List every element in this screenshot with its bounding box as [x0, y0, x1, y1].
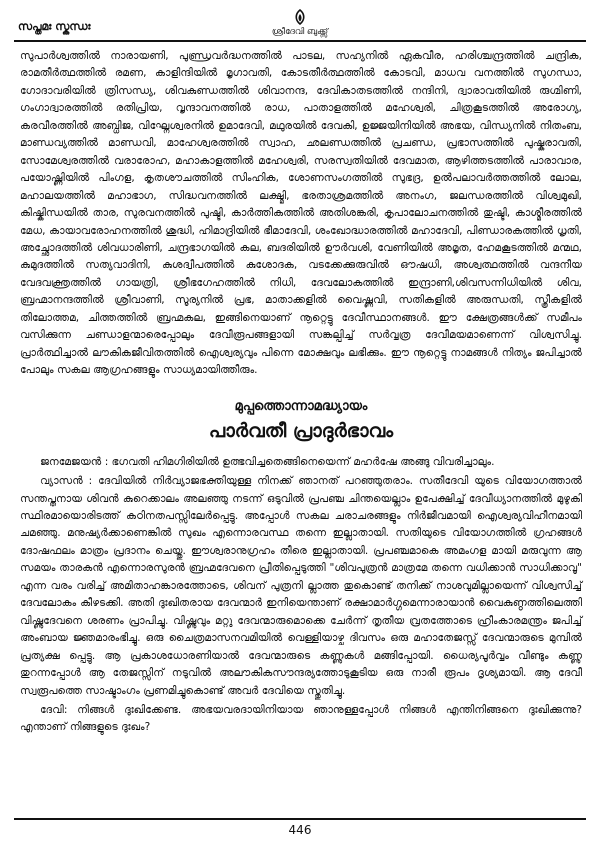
chapter-subtitle: മുപ്പത്തൊന്നാമദ്ധ്യായം — [234, 398, 368, 414]
chapter-title: പാർവതീ പ്രാദുർഭാവം — [208, 419, 394, 442]
dialogue-paragraph-vyasan: വ്യാസൻ : ദേവിയിൽ നിർവ്യാജഭക്തിയുള്ള നിനക്ക് ഞാനത് പറഞ്ഞുതരാം. സതീദേവി യുടെ വിയോഗത്താൽ സന്തപ്തനായ ശിവൻ കുറെക്കാലം അലഞ്ഞു നടന്ന് ഒടുവിൽ പ്രപഞ്ച ചിന്തയെല്ലാം ഉപേക്ഷിച്ച് ദേവീധ്യാനത്തിൽ മുഴുകി സ്ഥിരമായൊരിടത്ത് കഠിനതപസ്സിലേർപ്പെട്ടു. അപ്പോൾ സകല ചരാചരങ്ങളും നിർജീവമായി ഐശ്വര്യവിഹീനമായി ചമഞ്ഞു. മനുഷ്യർക്കാണെങ്കിൽ സുഖം എന്നൊരവസ്ഥ തന്നെ ഇല്ലാതായി. സതിയുടെ വിയോഗത്തിൽ ഗ്രഹങ്ങൾ ദോഷഫലം മാത്രം പ്രദാനം ചെയ്തു. ഈശ്വരാനുഗ്രഹം തീരെ ഇല്ലാതായി. പ്രപഞ്ചമാകെ അമംഗള മായി മരുവുന്ന ആ സമയം താരകൻ എന്നൊരസുരൻ ബ്രഹ്മദേവനെ പ്രീതിപ്പെടുത്തി "ശിവപുത്രൻ മാത്രമേ തന്നെ വധിക്കാൻ സാധിക്കാവൂ" എന്ന വരം വരിച്ച് അമിതാഹങ്കാരത്തോടെ, ശിവന് പുത്രനി ല്ലാത്ത തുകൊണ്ട് തനിക്ക് നാശവുമില്ലായെന്ന് വിശ്വസിച്ച് ദേവലോകം കീഴടക്കി. അതി ദുഃഖിതരായ ദേവന്മാർ ഇനിയെന്താണ് രക്ഷാമാർഗ്ഗമെന്നാരായാൻ വൈകുണ്ഠത്തിലെത്തി വിഷ്ണുദേവനെ ശരണം പ്രാപിച്ചു. വിഷ്ണുവും മറ്റു ദേവന്മാരുമൊക്കെ ചേർന്ന് തൃതീയ വ്രതത്തോടെ ഹ്രീംകാരമന്ത്രം ജപിച്ച് അംബായ ജ്ഞമാരംഭിച്ചു. ഒരു ചൈത്രമാസനവമിയിൽ വെള്ളിയാഴ്ച ദിവസം ഒരു മഹാതേജസ്സ് ദേവന്മാരുടെ മുമ്പിൽ പ്രത്യക്ഷ പ്പെട്ടു. ആ പ്രകാശധോരണിയാൽ ദേവന്മാരുടെ കണ്ണുകൾ മങ്ങിപ്പോയി. ധൈര്യപൂർവ്വം വീണ്ടും കണ്ണു തുറന്നപ്പോൾ ആ തേജസ്സിന് നടുവിൽ അലൗകികസൗന്ദര്യത്തോടുകൂടിയ ഒരു നാരീ രൂപം ദൃശ്യമായി. ആ ദേവീ സ്വരൂപത്തെ സാഷ്ടാംഗം പ്രണമിച്ചുകൊണ്ട് അവർ ദേവിയെ സ്തുതിച്ചു. — [20, 475, 582, 697]
dialogue-paragraph-devi: ദേവി: നിങ്ങൾ ദുഃഖിക്കേണ്ട. അഭയവരദായിനിയായ ഞാനുള്ളപ്പോൾ നിങ്ങൾ എന്തിനിങ്ങനെ ദുഃഖിക്കുന്നു? എന്താണ് നിങ്ങളുടെ ദുഃഖം? — [20, 703, 582, 734]
dialogue-paragraph-janamejayan: ജനമേജയൻ : ഭഗവതി ഹിമഗിരിയിൽ ഉത്ഭവിച്ചതെങ്ങിനെയെന്ന് മഹർഷേ അങ്ങു വിവരിച്ചാലും. — [40, 455, 495, 468]
section-heading: സപ്തമഃ സ്കന്ധഃ — [18, 20, 91, 33]
page-header — [14, 8, 586, 38]
publisher-name: ശ്രീദേവി ബുക്ക്സ് — [271, 27, 329, 37]
page-content — [20, 48, 582, 739]
intro-paragraph: സുപാർശ്വത്തിൽ നാരായണി, പുണ്ഡ്രവർദ്ധനത്തിൽ പാടല, സഹ്യനിൽ ഏകവീര, ഹരിശ്ചന്ദ്രത്തിൽ ചന്ദ്രിക, രാമതീർത്ഥത്തിൽ രമണ, കാളിന്ദിയിൽ മൃഗാവതി, കോടതീർത്ഥത്തിൽ കോടവി, മാധവ വനത്തിൽ സുഗന്ധാ, ഗോദാവരിയിൽ ത്രിസന്ധ്യ, ശിവകുണ്ഡത്തിൽ ശിവാനന്ദ, ദേവികാതടത്തിൽ നന്ദിനി, ദ്വാരാവതിയിൽ രുഗ്മിണി, ഗംഗാദ്വാരത്തിൽ രതിപ്രിയ, വൃന്ദാവനത്തിൽ രാധ, പാതാളത്തിൽ മഹേശ്വരി, ചിത്രകൂടത്തിൽ അരോഗ്യ, കരവീരത്തിൽ അബ്ധിജ, വിഘ്നേശ്വരനിൽ ഉമാദേവി, മഥുരയിൽ ദേവകി, ഉജ്ജയിനിയിൽ അഭയ, വിന്ധ്യനിൽ നിതംബ, മാണ്ഡവ്യത്തിൽ മാണ്ഡവി, മാഹേശ്വരത്തിൽ സ്വാഹ, ഛലണ്ഡത്തിൽ പ്രചണ്ഡ, പ്രഭാസത്തിൽ പുഷ്കരാവതി, സോമേശ്വരത്തിൽ വരാരോഹ, മഹാകാളത്തിൽ മഹേശ്വരി, സരസ്വതിയിൽ ദേവമാത, ആഴിത്തടത്തിൽ പാരാവാര, പയോഷ്ണിയിൽ പിംഗള, കൃതശൗചത്തിൽ സിംഹിക, ശോണസംഗത്തിൽ സുഭദ്ര, ഉൽപലാവർത്തത്തിൽ ലോല, മഹാലയത്തിൽ മഹാഭാഗ, സിദ്ധവനത്തിൽ ലക്ഷ്മി, ഭരതാശ്രമത്തിൽ അനംഗ, ജലന്ധരത്തിൽ വിശ്വമുഖി, കിഷ്കിന്ധയിൽ താര, സുരവനത്തിൽ പുഷ്ടി, കാർത്തികത്തിൽ അതിശങ്കരി, കൃപാലോചനത്തിൽ തുഷ്ടി, കാശ്മീരത്തിൽ മേധ, കായാവരോഹനത്തിൽ ശുദ്ധി, ഹിമാദ്രിയിൽ ഭീമാദേവി, ശംഖോദ്ധാരത്തിൽ മഹാദേവി, പിണ്ഡാരകത്തിൽ ധൃതി, അച്ഛോദത്തിൽ ശിവധാരിണി, ചന്ദ്രഭാഗയിൽ കല, ബദരിയിൽ ഊർവശി, വേണിയിൽ അമൃത, ഹേമകൂടത്തിൽ മന്മഥ, കുമുദത്തിൽ സത്യവാദിനി, കുശദ്വീപത്തിൽ കുശോദക, വടക്കേക്കുരുവിൽ ഔഷധി, അശ്വത്ഥത്തിൽ വന്ദനീയ വേദവക്ത്രത്തിൽ ഗായത്രി, ശ്രീഭഗേഹത്തിൽ നിധി, ദേവലോകത്തിൽ ഇന്ദ്രാണി,ശിവസന്നിധിയിൽ ശിവ, ബ്രഹ്മാനന്ദത്തിൽ ശ്രീവാണി, സൂര്യനിൽ പ്രഭ, മാതാക്കളിൽ വൈഷ്ണവി, സതികളിൽ അരുന്ധതി, സ്ത്രീകളിൽ തിലോത്തമ, ചിത്തത്തിൽ ബ്രഹ്മകല, ഇങ്ങിനെയാണ് നൂറ്റെട്ടു ദേവീസ്ഥാനങ്ങൾ. ഈ ക്ഷേത്രങ്ങൾക്ക് സമീപം വസിക്കുന്ന ചണ്ഡാളന്മാരെപ്പോലും ദേവീരൂപങ്ങളായി സങ്കല്പിച്ച് സർവ്വത്ര ദേവീമയമാണെന്ന് വിശ്വസിച്ചു. പ്രാർത്ഥിച്ചാൽ ലൗകികജീവിതത്തിൽ ഐശ്വര്യവും പിന്നെ മോക്ഷവും ലഭിക്കും. ഈ നൂറ്റെട്ടു നാമങ്ങൾ നിത്യം ജപിച്ചാൽ പോലും സകല ആഗ്രഹങ്ങളും സാധ്യമായിത്തീരും. — [20, 50, 582, 377]
page-number: 446 — [288, 823, 312, 837]
header-divider — [14, 40, 586, 42]
footer-divider — [14, 818, 586, 820]
publisher-logo-icon — [289, 8, 311, 26]
publisher-block — [14, 8, 586, 37]
chapter-body — [20, 454, 582, 737]
